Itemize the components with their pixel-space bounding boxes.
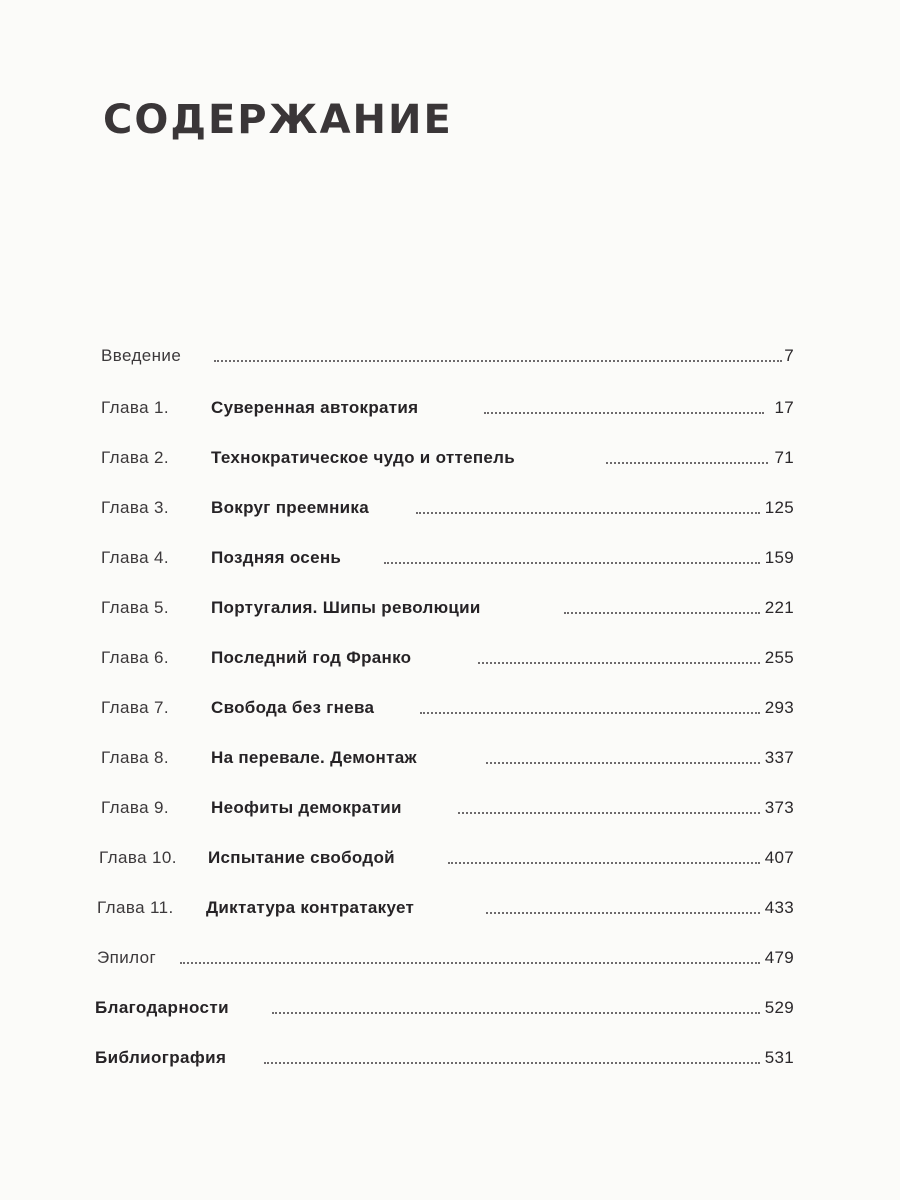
toc-entry-bibliography[interactable] [0, 1043, 900, 1073]
toc-entry-label: Глава 5. [101, 598, 170, 617]
toc-entry-page: 479 [764, 948, 794, 967]
toc-entry-title: Испытание свободой [208, 848, 395, 867]
toc-entry-chapter-2[interactable] [0, 443, 900, 473]
toc-entry-title: На перевале. Демонтаж [211, 748, 417, 767]
toc-entry-label: Эпилог [97, 948, 157, 967]
toc-leader-dots [214, 341, 782, 362]
toc-entry-page: 255 [764, 648, 794, 667]
toc-entry-chapter-9[interactable] [0, 793, 900, 823]
toc-entry-title: Свобода без гнева [211, 698, 375, 717]
page-title: СОДЕРЖАНИЕ [103, 97, 453, 143]
toc-entry-chapter-4[interactable] [0, 543, 900, 573]
toc-entry-title: Вокруг преемника [211, 498, 369, 517]
toc-entry-title: Поздняя осень [211, 548, 342, 567]
toc-entry-page: 221 [764, 598, 794, 617]
toc-entry-page: 337 [764, 748, 794, 767]
toc-entry-label: Глава 3. [101, 498, 170, 517]
toc-entry-chapter-6[interactable] [0, 643, 900, 673]
toc-entry-page: 17 [774, 398, 794, 417]
toc-entry-page: 71 [774, 448, 794, 467]
toc-entry-title: Последний год Франко [211, 648, 412, 667]
toc-entry-label: Глава 7. [101, 698, 170, 717]
toc-entry-label: Благодарности [95, 998, 229, 1017]
toc-entry-label: Глава 2. [101, 448, 170, 467]
toc-leader-dots [486, 743, 760, 764]
toc-entry-label: Глава 10. [99, 848, 177, 867]
toc-leader-dots [486, 893, 760, 914]
toc-entry-page: 531 [764, 1048, 794, 1067]
toc-entry-page: 529 [764, 998, 794, 1017]
toc-entry-chapter-10[interactable] [0, 843, 900, 873]
toc-entry-page: 433 [764, 898, 794, 917]
toc-leader-dots [484, 393, 764, 414]
toc-entry-label: Глава 8. [101, 748, 170, 767]
toc-entry-label: Библиография [95, 1048, 227, 1067]
toc-leader-dots [564, 593, 760, 614]
toc-entry-label: Глава 4. [101, 548, 170, 567]
toc-entry-chapter-11[interactable] [0, 893, 900, 923]
toc-entry-chapter-7[interactable] [0, 693, 900, 723]
toc-leader-dots [264, 1043, 760, 1064]
toc-entry-title: Суверенная автократия [211, 398, 419, 417]
toc-leader-dots [606, 443, 768, 464]
toc-entry-page: 159 [764, 548, 794, 567]
toc-entry-acknowledgements[interactable] [0, 993, 900, 1023]
toc-entry-label: Глава 9. [101, 798, 170, 817]
toc-entry-chapter-3[interactable] [0, 493, 900, 523]
toc-entry-label: Глава 1. [101, 398, 170, 417]
toc-leader-dots [458, 793, 760, 814]
toc-leader-dots [420, 693, 760, 714]
toc-entry-label: Введение [101, 346, 182, 365]
toc-entry-chapter-8[interactable] [0, 743, 900, 773]
toc-leader-dots [180, 943, 760, 964]
toc-leader-dots [478, 643, 760, 664]
toc-entry-epilogue[interactable] [0, 943, 900, 973]
toc-entry-title: Португалия. Шипы революции [211, 598, 481, 617]
toc-entry-title: Диктатура контратакует [206, 898, 415, 917]
toc-entry-title: Неофиты демократии [211, 798, 402, 817]
toc-entry-page: 407 [764, 848, 794, 867]
toc-entry-chapter-5[interactable] [0, 593, 900, 623]
toc-entry-page: 293 [764, 698, 794, 717]
toc-leader-dots [416, 493, 760, 514]
toc-entry-page: 7 [784, 346, 794, 365]
toc-entry-chapter-1[interactable] [0, 393, 900, 423]
toc-leader-dots [448, 843, 760, 864]
toc-entry-introduction[interactable] [0, 341, 900, 371]
toc-leader-dots [384, 543, 760, 564]
toc-entry-label: Глава 6. [101, 648, 170, 667]
toc-leader-dots [272, 993, 760, 1014]
toc-entry-title: Технократическое чудо и оттепель [211, 448, 516, 467]
toc-entry-page: 373 [764, 798, 794, 817]
toc-entry-label: Глава 11. [97, 898, 174, 917]
toc-entry-page: 125 [764, 498, 794, 517]
